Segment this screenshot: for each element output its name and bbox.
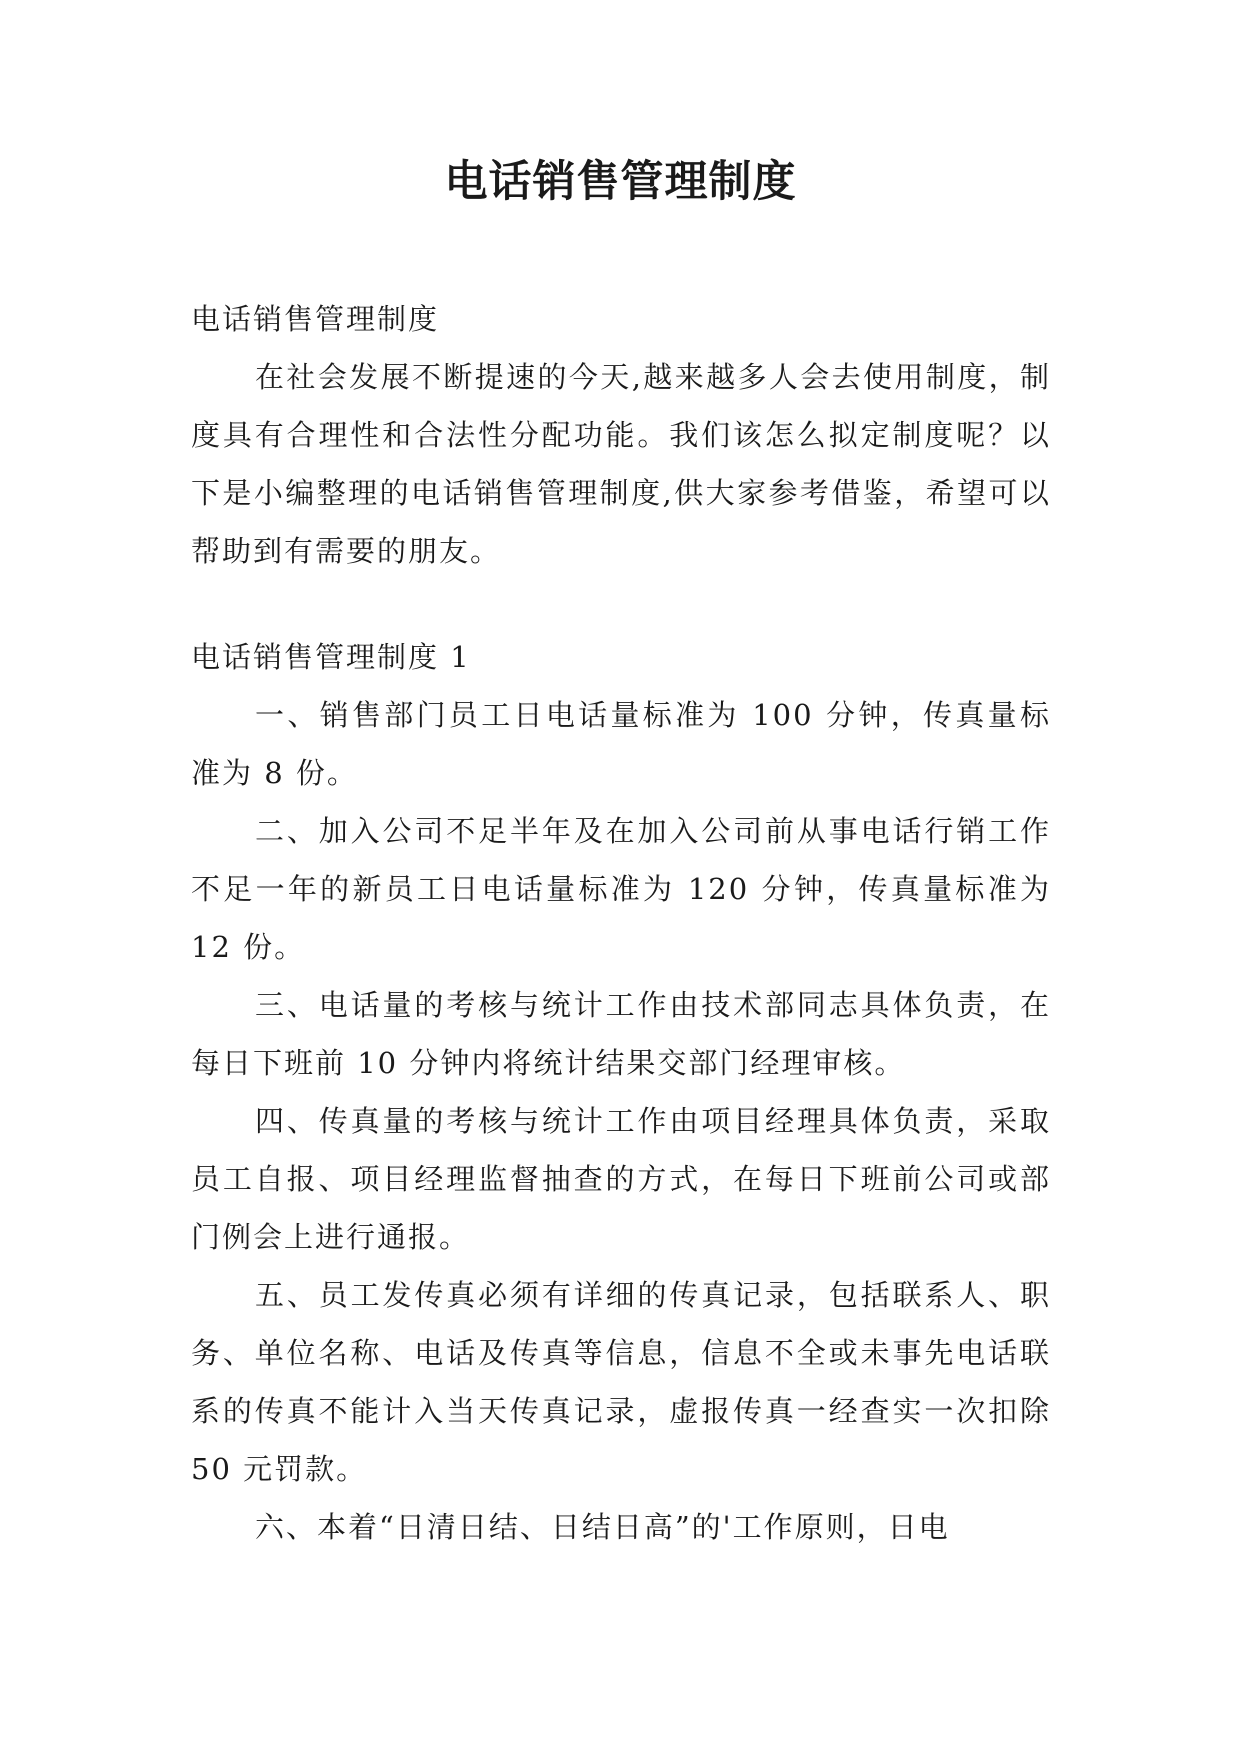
rule-item-6: 六、本着“日清日结、日结日高”的'工作原则，日电 [255,1510,950,1544]
document-body [191,290,1051,1556]
document-subtitle: 电话销售管理制度 [191,302,440,336]
rule-item-4: 四、传真量的考核与统计工作由项目经理具体负责，采取员工自报、项目经理监督抽查的方式，在每日下班前公司或部门例会上进行通报。 [191,1104,1051,1254]
rule-item-5: 五、员工发传真必须有详细的传真记录，包括联系人、职务、单位名称、电话及传真等信息，信息不全或未事先电话联系的传真不能计入当天传真记录，虚报传真一经查实一次扣除 50 元罚款。 [191,1278,1051,1486]
rule-item-2: 二、加入公司不足半年及在加入公司前从事电话行销工作不足一年的新员工日电话量标准为 120 分钟，传真量标准为 12 份。 [191,814,1051,964]
document-title: 电话销售管理制度 [444,157,797,207]
intro-paragraph: 在社会发展不断提速的今天,越来越多人会去使用制度，制度具有合理性和合法性分配功能。我们该怎么拟定制度呢？以下是小编整理的电话销售管理制度,供大家参考借鉴，希望可以帮助到有需要的朋友。 [191,360,1051,568]
rule-item-3: 三、电话量的考核与统计工作由技术部同志具体负责，在每日下班前 10 分钟内将统计结果交部门经理审核。 [191,988,1051,1080]
section-heading: 电话销售管理制度 1 [191,640,471,674]
rule-item-1: 一、销售部门员工日电话量标准为 100 分钟，传真量标准为 8 份。 [191,698,1051,790]
section-spacer [191,580,1051,628]
